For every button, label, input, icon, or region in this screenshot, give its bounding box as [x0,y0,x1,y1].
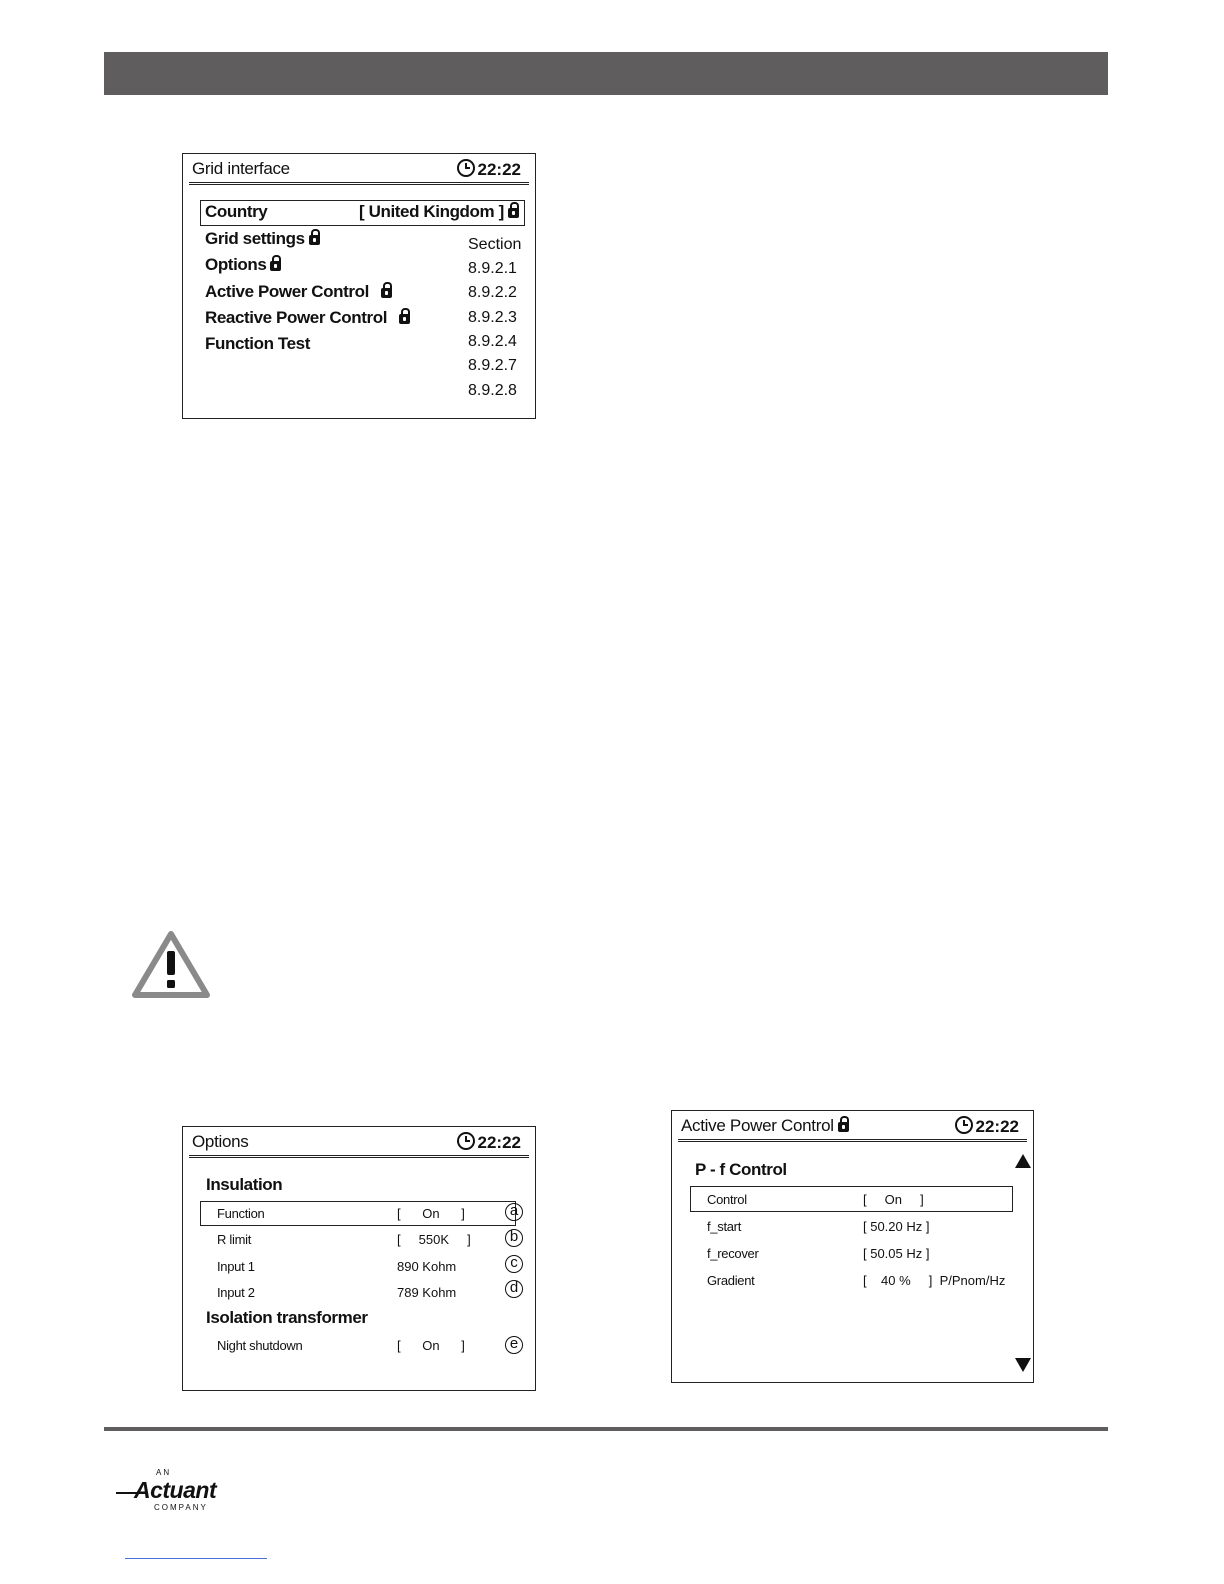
section-number: 8.9.2.2 [468,284,517,301]
lock-icon [838,1122,849,1132]
lock-icon [508,208,519,218]
row-label-function: Function [217,1206,265,1221]
row-value-f-recover[interactable]: [ 50.05 Hz ] [863,1246,930,1261]
menu-item-active-power-control[interactable]: Active Power Control [205,282,392,302]
menu-item-options[interactable]: Options [205,255,281,275]
row-label-control: Control [707,1192,747,1207]
row-label-r-limit: R limit [217,1232,252,1247]
row-label-input-1: Input 1 [217,1259,255,1274]
menu-item-reactive-power-control[interactable]: Reactive Power Control [205,308,410,328]
row-value-night-shutdown[interactable]: [ On ] [397,1338,465,1353]
header-bar [104,52,1108,95]
company-logo: AN Actuant COMPANY [116,1468,236,1514]
group-title-isolation-transformer: Isolation transformer [206,1308,368,1327]
section-number: 8.9.2.7 [468,357,517,374]
scroll-up-icon[interactable] [1015,1154,1031,1168]
callout-d: d [505,1280,523,1298]
section-number: 8.9.2.1 [468,260,517,277]
row-label-night-shutdown: Night shutdown [217,1338,303,1353]
row-value-function[interactable]: [ On ] [397,1206,465,1221]
screen-header [189,154,529,185]
clock-icon [457,159,475,177]
lock-icon [270,261,281,271]
lock-icon [381,288,392,298]
footer-link-underline[interactable] [125,1558,267,1559]
section-header: Section [468,236,522,253]
options-screen [182,1126,536,1391]
clock-icon [457,1132,475,1150]
row-label-f-start: f_start [707,1219,742,1234]
lock-icon [399,314,410,324]
callout-e: e [505,1336,523,1354]
clock-icon [955,1116,973,1134]
screen-title: Active Power Control [681,1116,849,1136]
section-heading: P - f Control [695,1160,787,1179]
callout-c: c [505,1255,523,1273]
section-number: 8.9.2.4 [468,333,517,350]
country-value[interactable]: [ United Kingdom ] [359,202,519,222]
row-label-input-2: Input 2 [217,1285,255,1300]
callout-a: a [505,1203,523,1221]
menu-item-grid-settings[interactable]: Grid settings [205,229,320,249]
grid-interface-screen [182,153,536,419]
row-value-gradient[interactable]: [ 40 % ] P/Pnom/Hz [863,1273,1006,1288]
row-label-f-recover: f_recover [707,1246,759,1261]
menu-item-function-test[interactable]: Function Test [205,334,310,353]
screen-time: 22:22 [457,1132,521,1153]
row-value-r-limit[interactable]: [ 550K ] [397,1232,471,1247]
footer-rule [104,1427,1108,1431]
group-title-insulation: Insulation [206,1175,283,1194]
screen-time: 22:22 [457,159,521,180]
row-value-control[interactable]: [ On ] [863,1192,924,1207]
screen-header [678,1111,1027,1142]
callout-b: b [505,1229,523,1247]
scroll-down-icon[interactable] [1015,1358,1031,1372]
row-value-input-1: 890 Kohm [397,1259,457,1274]
warning-icon [130,929,212,1001]
row-label-gradient: Gradient [707,1273,755,1288]
lock-icon [309,235,320,245]
row-value-input-2: 789 Kohm [397,1285,457,1300]
screen-time: 22:22 [955,1116,1019,1137]
screen-header [189,1127,529,1158]
screen-title: Grid interface [192,159,290,178]
section-number: 8.9.2.3 [468,309,517,326]
row-value-f-start[interactable]: [ 50.20 Hz ] [863,1219,930,1234]
section-number: 8.9.2.8 [468,382,517,399]
active-power-control-screen [671,1110,1034,1383]
screen-title: Options [192,1132,249,1151]
country-label: Country [205,202,268,221]
